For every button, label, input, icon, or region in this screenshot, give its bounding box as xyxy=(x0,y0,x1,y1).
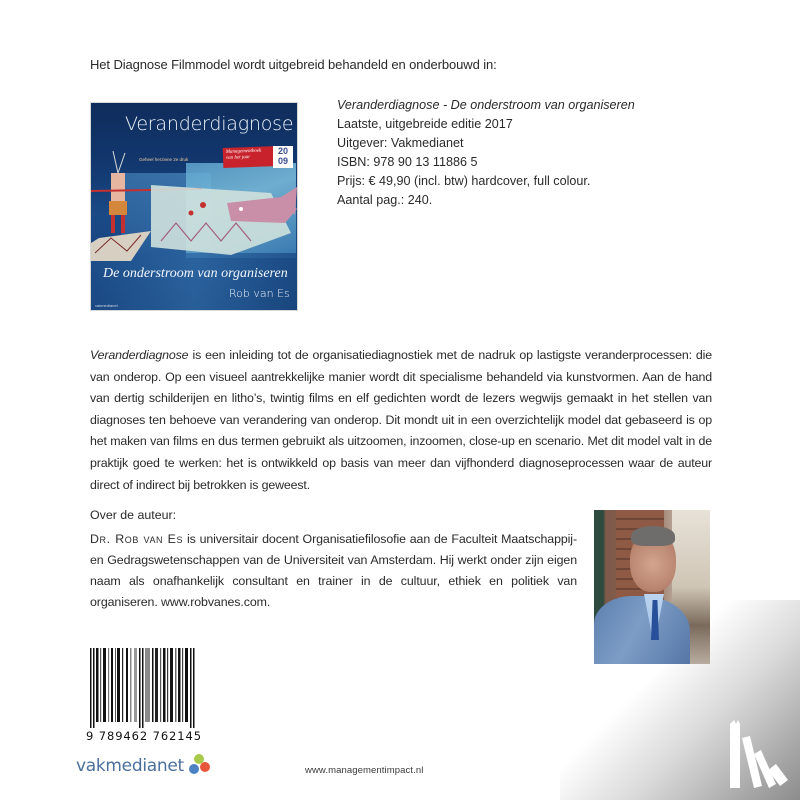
award-badge-line2: van het jaar xyxy=(225,155,251,161)
award-badge xyxy=(223,146,280,168)
publisher-dots-icon xyxy=(187,754,213,778)
book-edition: Laatste, uitgebreide editie 2017 xyxy=(337,117,513,131)
intro-text: Het Diagnose Filmmodel wordt uitgebreid behandeld en onderbouwd in: xyxy=(90,57,497,72)
cover-title: Veranderdiagnose xyxy=(125,113,294,135)
book-info xyxy=(337,96,717,210)
falling-books-watermark-icon xyxy=(728,718,798,790)
award-badge-line1: Managementboek xyxy=(225,148,262,155)
award-badge-year: 20 09 xyxy=(273,146,293,168)
author-bio xyxy=(90,529,577,613)
website-link[interactable]: www.managementimpact.nl xyxy=(305,765,424,776)
book-pages: Aantal pag.: 240. xyxy=(337,193,433,207)
book-title: Veranderdiagnose - De onderstroom van organiseren xyxy=(337,98,635,112)
book-cover-image xyxy=(90,102,298,311)
cover-edition-note: Geheel herziene 2e druk xyxy=(139,157,189,162)
book-description xyxy=(90,345,712,496)
author-heading: Over de auteur: xyxy=(90,508,177,522)
author-name: Dr. Rob van Es xyxy=(90,532,184,546)
author-photo xyxy=(594,510,710,664)
isbn-barcode xyxy=(90,648,196,728)
cover-publisher: vakmedianet xyxy=(95,303,118,308)
description-title: Veranderdiagnose xyxy=(90,348,189,362)
publisher-logo-text: vakmedianet xyxy=(76,756,184,776)
barcode-digits: 9 789462 762145 xyxy=(86,729,202,743)
cover-subtitle: De onderstroom van organiseren xyxy=(103,266,288,281)
book-price: Prijs: € 49,90 (incl. btw) hardcover, full colour. xyxy=(337,174,591,188)
cover-author: Rob van Es xyxy=(229,287,290,300)
description-body: is een inleiding tot de organisatiediagnostiek met de nadruk op lastigste veranderprocessen: die van onderop. Op een visueel aantrekkelijke manier wordt dit specialisme behandeld via kunstvormen. Aan de hand van dertig schilderijen en litho’s, twintig films en elf gedichten wordt de lezers wegwijs gemaakt in het stellen van diagnoses ten behoeve van verandering van onderop. Dit mondt uit in een overzichtelijk model dat gebaseerd is op het maken van films en dus termen gebruikt als uitzoomen, inzoomen, close-up en scenario. Met dit model valt in de praktijk goed te werken: het is ontwikkeld op basis van meer dan vijfhonderd diagnoseprocessen waar de auteur direct of indirect bij betrokken is geweest. xyxy=(90,348,712,492)
book-publisher: Uitgever: Vakmedianet xyxy=(337,136,464,150)
publisher-logo xyxy=(76,752,213,780)
book-isbn: ISBN: 978 90 13 11886 5 xyxy=(337,155,478,169)
author-bio-text: is universitair docent Organisatiefilosofie aan de Faculteit Maatschappij- en Gedragswetenschappen van de Universiteit van Amsterdam. Hij werkt onder zijn eigen naam als onafhankelijk consultant en trainer in de cultuur, ethiek en politiek van organiseren. www.robvanes.com. xyxy=(90,532,577,609)
